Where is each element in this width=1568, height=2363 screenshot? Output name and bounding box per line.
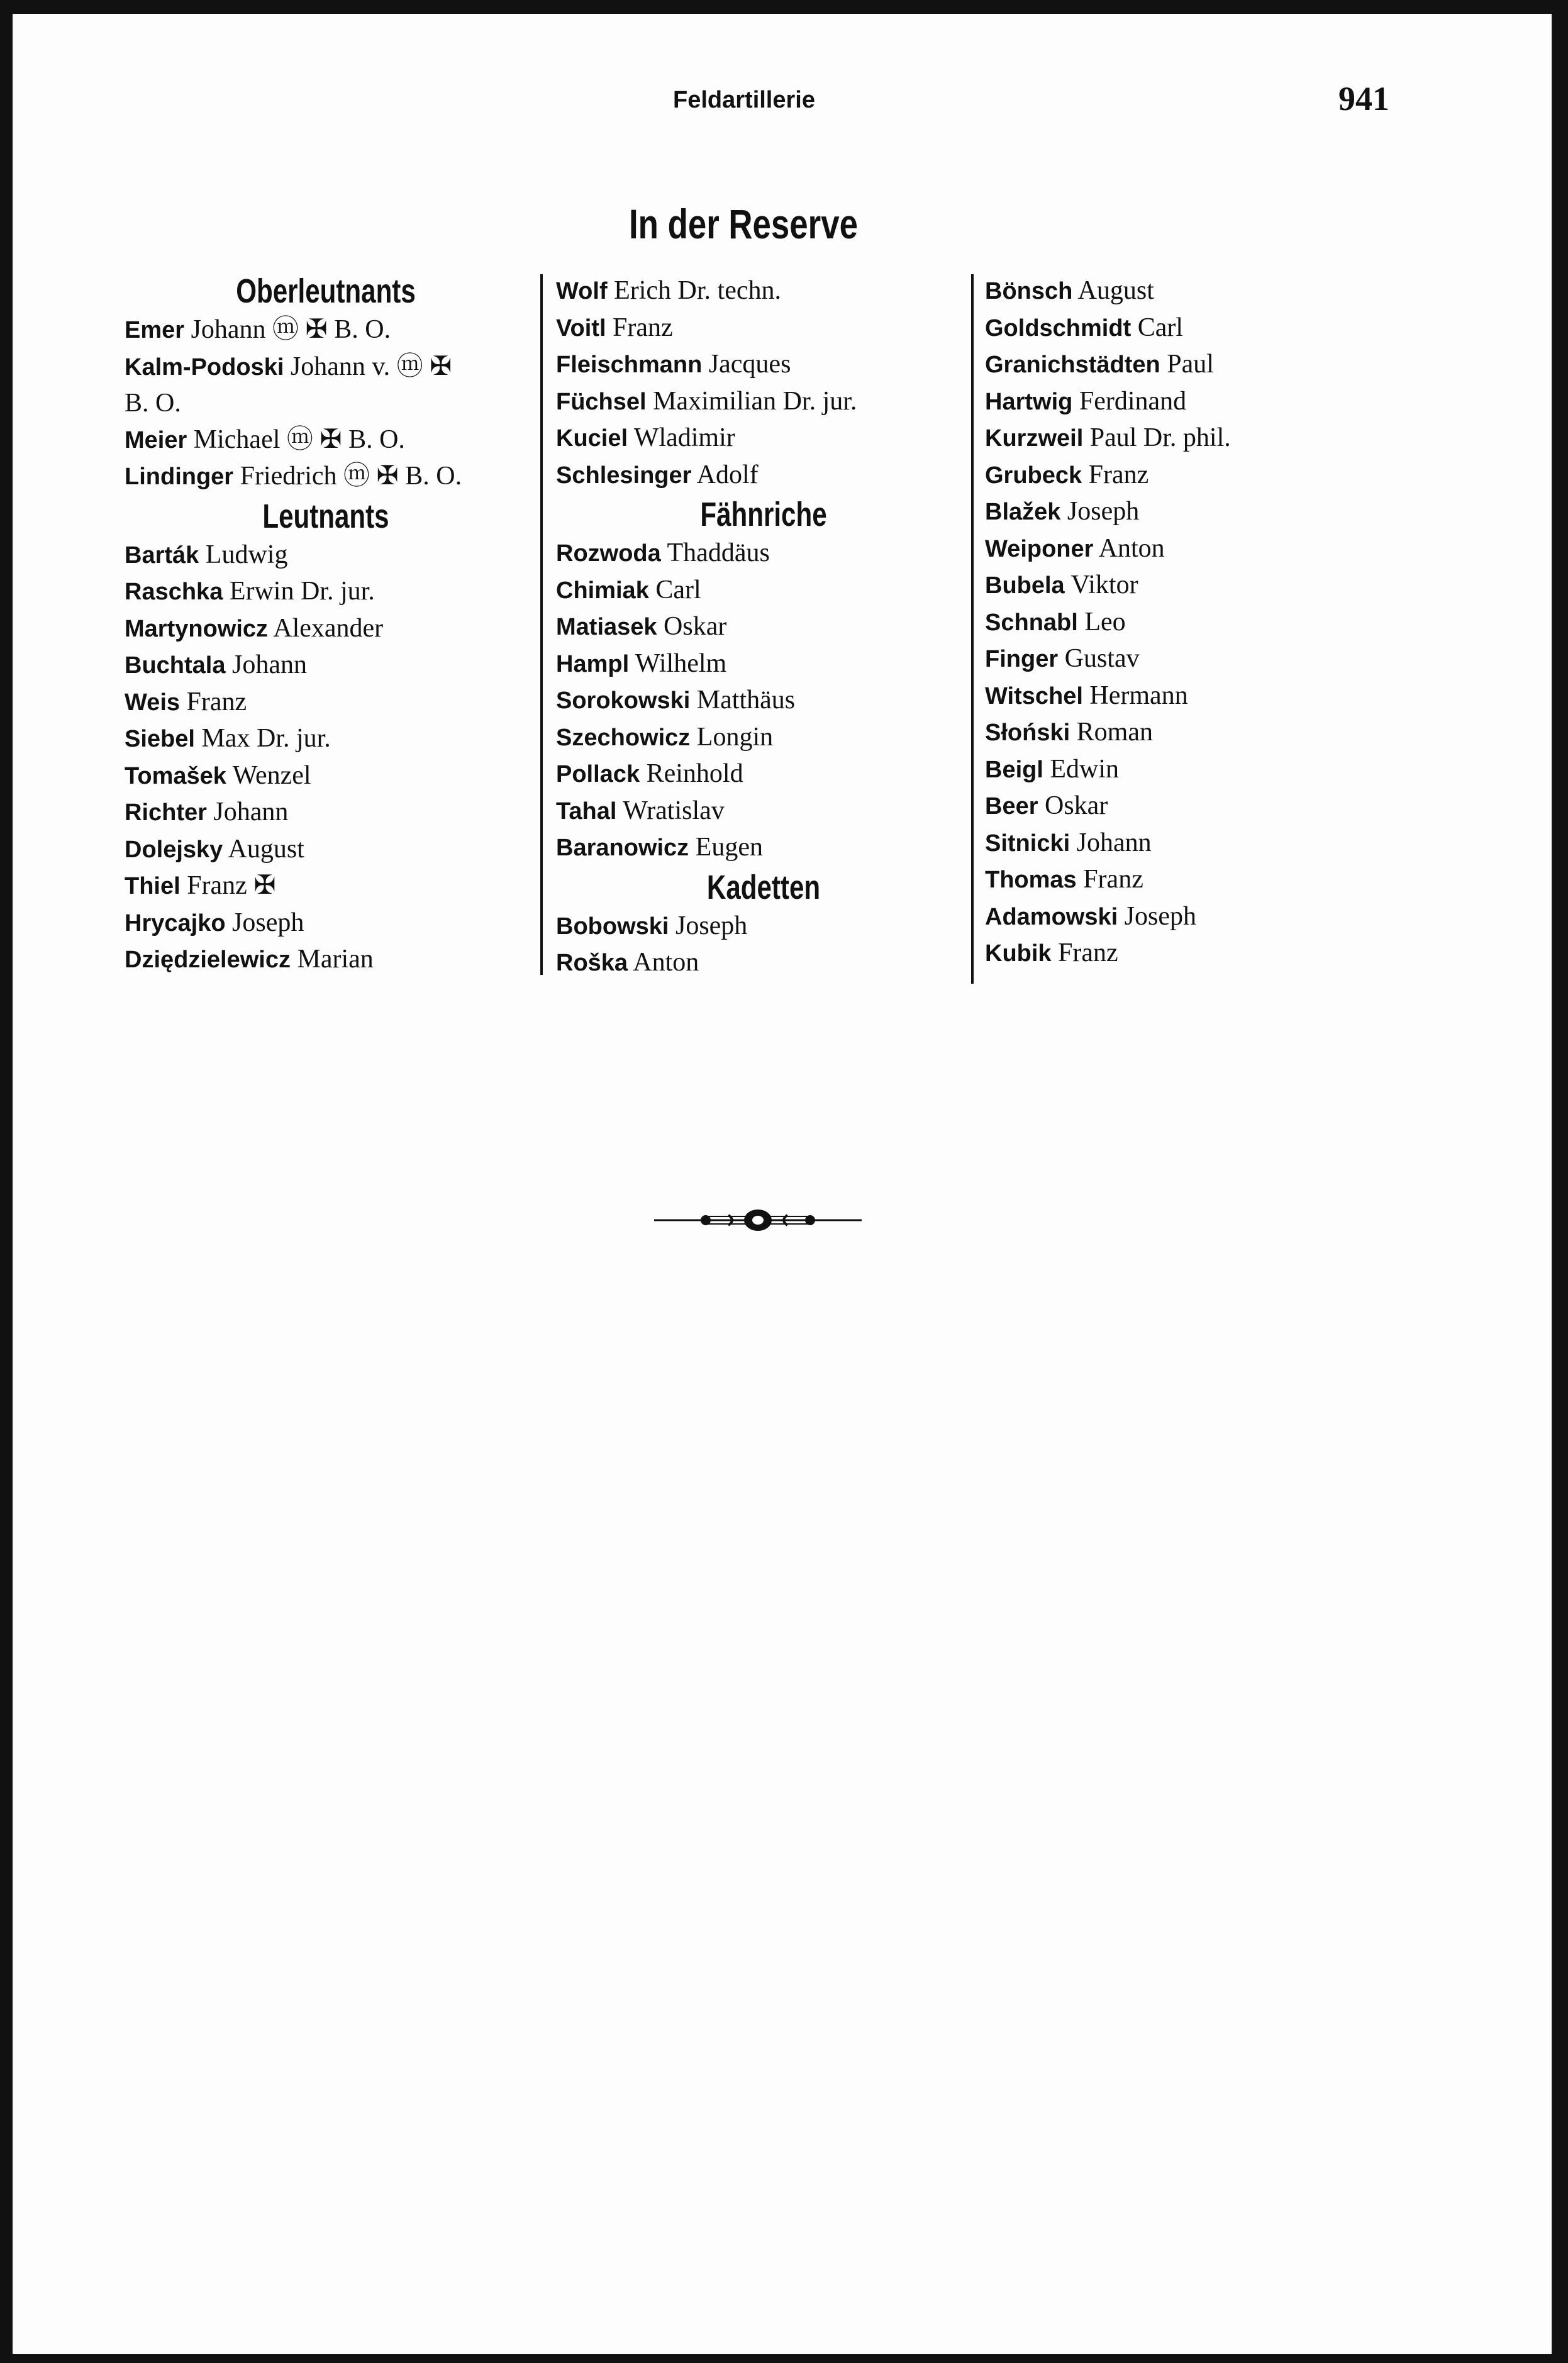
officer-entry: [125, 794, 527, 831]
officer-given-name: Johann: [1076, 828, 1152, 857]
officer-entry: [985, 531, 1362, 568]
officer-entry: [125, 758, 527, 795]
officer-given-name: Michael ⓜ ✠ B. O.: [193, 425, 405, 454]
officer-entry: [556, 420, 971, 457]
officer-entry: [556, 908, 971, 945]
officer-surname: Meier: [125, 426, 187, 453]
officer-entry: [985, 347, 1362, 384]
officer-given-name: Anton: [1098, 533, 1165, 563]
officer-surname: Matiasek: [556, 614, 657, 640]
officer-entry: [556, 756, 971, 793]
officer-surname: Dziędzielewicz: [125, 947, 291, 973]
officer-surname: Bönsch: [985, 278, 1073, 304]
officer-given-name: Max Dr. jur.: [201, 724, 331, 753]
officer-surname: Hampl: [556, 650, 630, 677]
officer-entry: [985, 641, 1362, 678]
officer-entry: [556, 347, 971, 384]
officer-surname: Richter: [125, 799, 207, 826]
officer-entry: [985, 457, 1362, 494]
page-number: 941: [1338, 80, 1389, 118]
officer-entry: [556, 945, 971, 982]
officer-surname: Bubela: [985, 572, 1065, 599]
officer-entry: [985, 899, 1362, 936]
officer-given-name: August: [228, 834, 304, 864]
officer-entry: [985, 420, 1362, 457]
officer-entry: [985, 862, 1362, 899]
officer-given-name: Carl: [655, 575, 701, 604]
officer-entry: [556, 572, 971, 609]
officer-entry: [556, 457, 971, 494]
officer-given-name: Joseph: [675, 911, 748, 940]
officer-given-name: Franz: [1088, 460, 1149, 489]
officer-surname: Füchsel: [556, 388, 647, 415]
officer-given-name: Edwin: [1050, 754, 1120, 784]
officer-entry: [125, 684, 527, 721]
officer-entry: [556, 310, 971, 347]
officer-surname: Kubik: [985, 940, 1052, 967]
officer-surname: Martynowicz: [125, 615, 269, 642]
officer-entry: [125, 942, 527, 979]
officer-given-name: Viktor: [1070, 570, 1138, 599]
running-head: Feldartillerie: [673, 87, 815, 113]
officer-entry: [125, 831, 527, 869]
officer-entry: [125, 905, 527, 942]
officer-entry: [985, 678, 1362, 715]
officer-surname: Kuciel: [556, 425, 628, 452]
officer-entry: [985, 567, 1362, 604]
officer-given-name: August: [1077, 276, 1154, 305]
officer-entry: [125, 422, 527, 459]
officer-surname: Dolejsky: [125, 836, 223, 863]
officer-surname: Lindinger: [125, 464, 234, 490]
officer-entry: [125, 574, 527, 611]
officer-entry: [556, 535, 971, 572]
officer-surname: Kalm-Podoski: [125, 353, 284, 381]
officer-surname: Voitl: [556, 314, 606, 342]
officer-given-name: Wenzel: [232, 760, 311, 790]
officer-surname: Barták: [125, 542, 199, 569]
officer-entry: [125, 611, 527, 648]
officer-entry: [125, 537, 527, 574]
officer-given-name: Erich Dr. techn.: [614, 276, 782, 305]
officer-given-name: Ferdinand: [1079, 386, 1187, 416]
officer-given-name: Marian: [297, 945, 374, 974]
officer-surname: Roška: [556, 950, 628, 976]
officer-surname: Raschka: [125, 579, 223, 605]
officer-surname: Grubeck: [985, 462, 1082, 489]
officer-given-name: Eugen: [695, 833, 763, 862]
officer-surname: Sitnicki: [985, 830, 1070, 857]
officer-given-name: Wladimir: [633, 423, 735, 452]
officer-surname: Adamowski: [985, 903, 1118, 930]
officer-given-name: Franz: [1058, 938, 1118, 967]
officer-given-name: Anton: [633, 948, 699, 977]
officer-surname: Wolf: [556, 278, 608, 304]
officer-entry: [985, 714, 1362, 752]
officer-given-name: Thaddäus: [667, 538, 770, 567]
officer-given-name: Franz: [613, 313, 673, 342]
officer-surname: Siebel: [125, 726, 195, 752]
rank-heading: Fähnriche: [700, 496, 827, 533]
officer-given-name: Paul: [1167, 350, 1214, 379]
officer-given-name: Wilhelm: [635, 648, 727, 678]
officer-given-name: Wratislav: [623, 796, 725, 825]
officer-surname: Pollack: [556, 761, 640, 787]
officer-surname: Schnabl: [985, 609, 1078, 636]
officer-entry: [985, 310, 1362, 347]
officer-entry: [985, 788, 1362, 825]
officer-surname: Schlesinger: [556, 462, 692, 489]
officer-entry: [125, 312, 527, 349]
officer-given-name: Jacques: [708, 350, 791, 379]
officer-given-name: Franz: [186, 687, 247, 716]
officer-entry: [556, 646, 971, 683]
officer-entry: [985, 752, 1362, 789]
officer-given-name: Johann: [231, 650, 307, 679]
officer-entry: [125, 647, 527, 684]
officer-given-name: Oskar: [1045, 791, 1108, 820]
officer-given-name: Johann v. ⓜ ✠: [290, 352, 452, 381]
roster-column-2: [556, 273, 971, 982]
officer-given-name: Johann ⓜ ✠ B. O.: [191, 315, 391, 344]
officer-entry: [125, 349, 527, 386]
scan-border-bottom: [0, 2354, 1568, 2363]
officer-entry: [125, 868, 527, 905]
officer-surname: Weiponer: [985, 535, 1094, 562]
officer-surname: Szechowicz: [556, 724, 691, 751]
officer-entry: [985, 935, 1362, 972]
officer-given-name: Reinhold: [646, 759, 743, 788]
officer-entry: [556, 830, 971, 867]
officer-surname: Baranowicz: [556, 835, 689, 861]
ornament-icon: [654, 1201, 862, 1239]
officer-surname: Słoński: [985, 720, 1070, 746]
officer-surname: Witschel: [985, 682, 1083, 709]
officer-given-name: Franz ✠: [187, 871, 276, 900]
officer-given-name: Leo: [1084, 607, 1126, 637]
scan-border-top: [0, 0, 1568, 14]
officer-surname: Hartwig: [985, 388, 1073, 415]
roster-column-3: [985, 273, 1362, 972]
officer-surname: Kurzweil: [985, 425, 1084, 452]
officer-entry: [985, 825, 1362, 862]
officer-given-name: Erwin Dr. jur.: [229, 577, 375, 606]
officer-given-name: Oskar: [664, 612, 727, 641]
column-rule: [971, 274, 974, 984]
officer-given-name: Paul Dr. phil.: [1089, 423, 1231, 452]
officer-given-name: Joseph: [1067, 497, 1140, 526]
officer-surname: Thiel: [125, 873, 181, 899]
officer-surname: Beigl: [985, 756, 1043, 783]
officer-surname: Tomašek: [125, 762, 226, 789]
officer-surname: Tahal: [556, 798, 617, 825]
officer-surname: Finger: [985, 646, 1059, 672]
section-title: In der Reserve: [629, 201, 858, 247]
officer-given-name: Longin: [696, 722, 774, 752]
officer-surname: Blažek: [985, 499, 1061, 525]
officer-entry: [985, 604, 1362, 642]
officer-given-name: Matthäus: [696, 686, 796, 714]
officer-entry: [125, 721, 527, 758]
officer-entry: [556, 720, 971, 757]
officer-surname: Fleischmann: [556, 352, 703, 378]
officer-given-name: Maximilian Dr. jur.: [653, 386, 857, 416]
officer-entry: [556, 273, 971, 310]
scan-border-left: [0, 0, 13, 2363]
scan-border-right: [1552, 0, 1568, 2363]
officer-surname: Emer: [125, 317, 185, 343]
officer-surname: Weis: [125, 689, 181, 716]
officer-surname: Thomas: [985, 867, 1077, 893]
officer-surname: Buchtala: [125, 652, 226, 679]
column-rule: [540, 274, 543, 975]
officer-given-name: Joseph: [232, 908, 304, 937]
officer-given-name: Hermann: [1089, 681, 1188, 710]
officer-surname: Hrycajko: [125, 909, 226, 937]
officer-given-name: Roman: [1076, 718, 1153, 747]
officer-given-name: Ludwig: [205, 540, 288, 569]
officer-surname: Bobowski: [556, 913, 669, 940]
officer-entry: [556, 793, 971, 830]
officer-given-name: Franz: [1083, 865, 1143, 894]
rank-heading: Leutnants: [262, 497, 389, 535]
officer-given-name: Adolf: [696, 460, 759, 489]
rank-heading: Kadetten: [706, 868, 821, 906]
officer-entry: [125, 459, 527, 496]
officer-given-name: Carl: [1137, 313, 1184, 342]
officer-surname: Rozwoda: [556, 540, 661, 567]
officer-entry: [556, 384, 971, 421]
officer-given-name: Joseph: [1124, 901, 1197, 931]
roster-column-1: [125, 270, 527, 979]
officer-entry: [985, 494, 1362, 531]
officer-entry: [556, 609, 971, 646]
officer-entry-continuation: B. O.: [125, 389, 181, 418]
officer-surname: Goldschmidt: [985, 314, 1132, 342]
officer-surname: Beer: [985, 793, 1038, 820]
officer-given-name: Alexander: [273, 613, 384, 643]
officer-surname: Chimiak: [556, 577, 649, 604]
officer-surname: Granichstädten: [985, 352, 1160, 378]
officer-entry: [556, 682, 971, 720]
officer-given-name: Friedrich ⓜ ✠ B. O.: [240, 462, 462, 491]
officer-given-name: Gustav: [1064, 644, 1140, 673]
officer-entry: [985, 384, 1362, 421]
officer-given-name: Johann: [213, 798, 289, 826]
officer-surname: Sorokowski: [556, 687, 691, 714]
officer-entry: [985, 273, 1362, 310]
rank-heading: Oberleutnants: [236, 272, 416, 310]
